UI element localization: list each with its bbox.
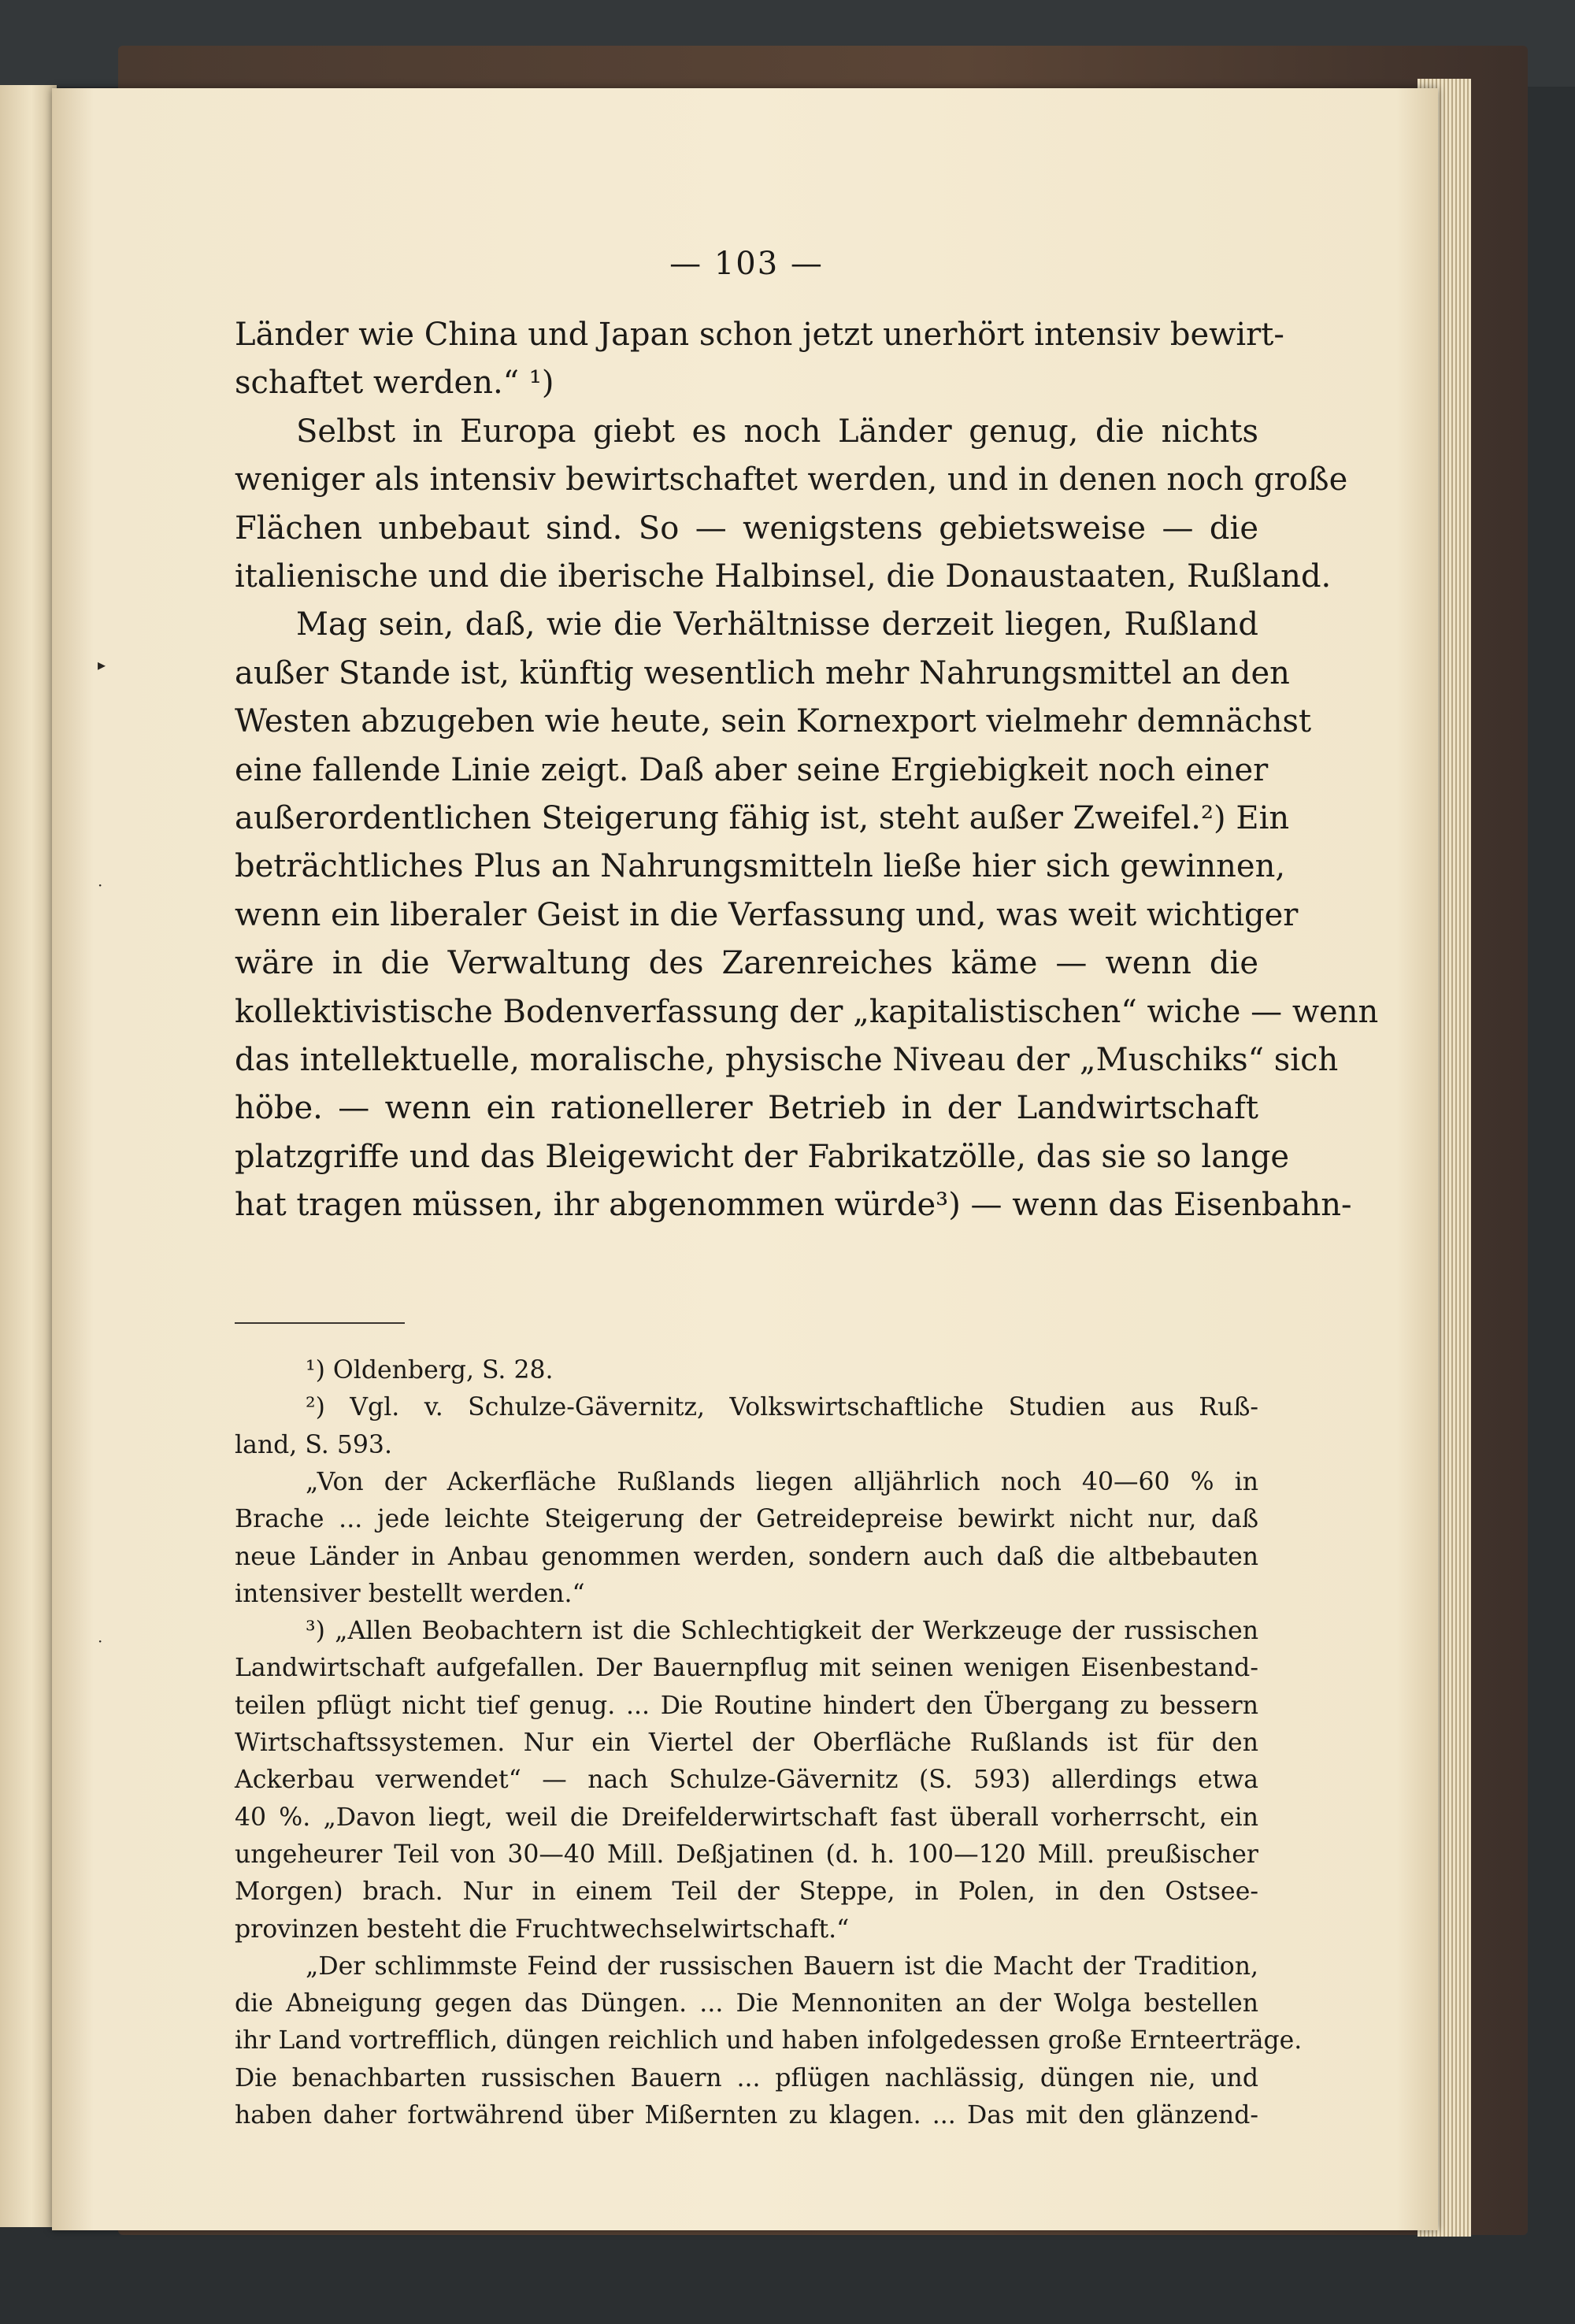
footnote-separator [235, 1322, 405, 1324]
footnote-line: ¹) Oldenberg, S. 28. [306, 1356, 554, 1384]
body-line: eine fallende Linie zeigt. Daß aber seine Ergiebigkeit noch einer [235, 751, 1269, 788]
body-line: Länder wie China und Japan schon jetzt unerhört intensiv bewirt- [235, 317, 1284, 353]
body-line: hat tragen müssen, ihr abgenommen würde³) — wenn das Eisenbahn- [235, 1187, 1352, 1224]
footnote-line: Wirtschaftssystemen. Nur ein Viertel der Oberfläche Rußlands ist für den [235, 1729, 1258, 1757]
footnote-line: Die benachbarten russischen Bauern ... pflügen nachlässig, düngen nie, und [235, 2063, 1258, 2092]
body-line: das intellektuelle, moralische, physische Niveau der „Muschiks“ sich [235, 1042, 1339, 1078]
footnote-line: Morgen) brach. Nur in einem Teil der Steppe, in Polen, in den Ostsee- [235, 1877, 1258, 1907]
body-line: platzgriffe und das Bleigewicht der Fabrikatzölle, das sie so lange [235, 1138, 1290, 1175]
footnote-line: ungeheurer Teil von 30—40 Mill. Deßjatinen (d. h. 100—120 Mill. preußischer [235, 1840, 1258, 1869]
footnote-line: „Der schlimmste Feind der russischen Bauern ist die Macht der Tradition, [306, 1951, 1258, 1981]
footnote-line: „Von der Ackerfläche Rußlands liegen alljährlich noch 40—60 % in [306, 1467, 1258, 1496]
footnote-line: Brache ... jede leichte Steigerung der Getreidepreise bewirkt nicht nur, daß [235, 1505, 1258, 1534]
footnote-line: ²) Vgl. v. Schulze-Gävernitz, Volkswirtschaftliche Studien aus Ruß- [306, 1393, 1258, 1422]
body-line: kollektivistische Bodenverfassung der „kapitalistischen“ wiche — wenn [235, 993, 1379, 1030]
body-line: weniger als intensiv bewirtschaftet werden, und in denen noch große [235, 461, 1348, 499]
body-line: Flächen unbebaut sind. So — wenigstens gebietsweise — die [235, 510, 1258, 547]
footnote-line: provinzen besteht die Fruchtwechselwirtschaft.“ [235, 1914, 850, 1944]
book-page [52, 88, 1438, 2230]
body-line: wäre in die Verwaltung des Zarenreiches käme — wenn die [235, 945, 1258, 982]
page-number: — 103 — [669, 246, 824, 282]
footnote-line: Ackerbau verwendet“ — nach Schulze-Gävernitz (S. 593) allerdings etwa [235, 1766, 1258, 1795]
body-line: Selbst in Europa giebt es noch Länder genug, die nichts [296, 413, 1258, 450]
body-line: schaftet werden.“ ¹) [235, 365, 554, 402]
body-line: außerordentlichen Steigerung fähig ist, steht außer Zweifel.²) Ein [235, 800, 1290, 836]
left-page-edge [0, 85, 57, 2227]
body-line: Westen abzugeben wie heute, sein Kornexport vielmehr demnächst [235, 703, 1312, 740]
footnote-line: ihr Land vortrefflich, düngen reichlich und haben infolgedessen große Ernteerträge. [235, 2026, 1303, 2055]
body-line: außer Stande ist, künftig wesentlich mehr Nahrungsmittel an den [235, 654, 1290, 691]
gutter-mark: ▸ [98, 655, 106, 674]
body-line: Mag sein, daß, wie die Verhältnisse derzeit liegen, Rußland [296, 606, 1258, 643]
footnote-line: ³) „Allen Beobachtern ist die Schlechtigkeit der Werkzeuge der russischen [306, 1617, 1258, 1646]
body-line: beträchtliches Plus an Nahrungsmitteln ließe hier sich gewinnen, [235, 848, 1286, 885]
footnote-line: intensiver bestellt werden.“ [235, 1579, 585, 1608]
gutter-mark: · [98, 876, 103, 895]
body-line: höbe. — wenn ein rationellerer Betrieb in der Landwirtschaft [235, 1090, 1258, 1127]
body-line: italienische und die iberische Halbinsel, die Donaustaaten, Rußland. [235, 558, 1332, 595]
footnote-line: teilen pflügt nicht tief genug. ... Die Routine hindert den Übergang zu bessern [235, 1691, 1258, 1720]
footnote-line: haben daher fortwährend über Mißernten zu klagen. ... Das mit den glänzend- [235, 2101, 1258, 2129]
footnote-line: 40 %. „Davon liegt, weil die Dreifelderwirtschaft fast überall vorherrscht, ein [235, 1803, 1258, 1832]
footnote-line: neue Länder in Anbau genommen werden, sondern auch daß die altbebauten [235, 1542, 1258, 1571]
footnote-line: land, S. 593. [235, 1430, 392, 1459]
footnote-line: die Abneigung gegen das Düngen. ... Die Mennoniten an der Wolga bestellen [235, 1989, 1258, 2018]
body-line: wenn ein liberaler Geist in die Verfassung und, was weit wichtiger [235, 896, 1299, 933]
footnote-line: Landwirtschaft aufgefallen. Der Bauernpflug mit seinen wenigen Eisenbestand- [235, 1654, 1258, 1683]
gutter-mark: · [98, 1632, 103, 1651]
